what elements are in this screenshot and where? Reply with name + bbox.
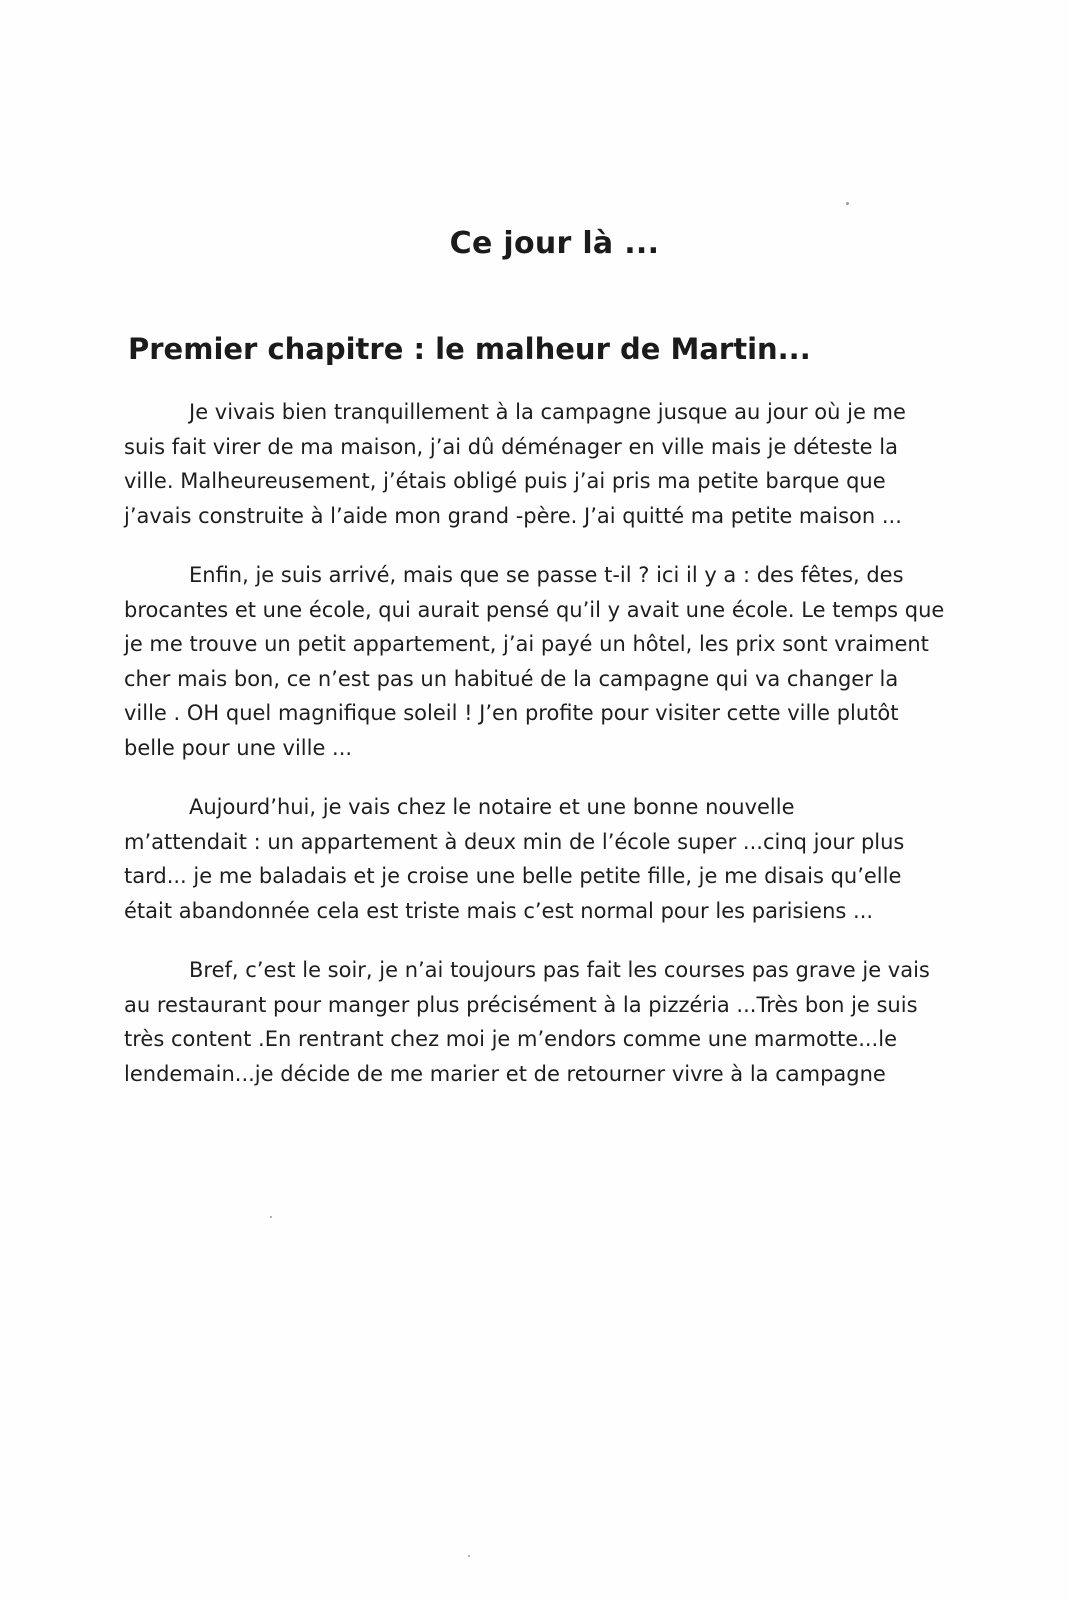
scan-speck <box>270 1216 272 1218</box>
scan-speck <box>468 1555 470 1557</box>
text-line: tard... je me baladais et je croise une belle petite fille, je me disais qu’elle <box>124 864 902 888</box>
document-body <box>124 395 994 1116</box>
paragraph <box>124 395 994 533</box>
paragraph <box>124 790 994 928</box>
text-line: belle pour une ville ... <box>124 735 353 760</box>
text-line: Je vivais bien tranquillement à la campagne jusque au jour où je me <box>189 400 906 424</box>
paragraph <box>124 953 994 1091</box>
scan-speck <box>846 202 849 205</box>
paragraph <box>124 558 994 765</box>
text-line: Enfin, je suis arrivé, mais que se passe t-il ? ici il y a : des fêtes, des <box>189 563 904 587</box>
text-line: j’avais construite à l’aide mon grand -père. J’ai quitté ma petite maison ... <box>124 503 902 528</box>
text-line: lendemain...je décide de me marier et de retourner vivre à la campagne <box>124 1061 886 1086</box>
chapter-heading: Premier chapitre : le malheur de Martin... <box>128 332 811 366</box>
text-line: Bref, c’est le soir, je n’ai toujours pas fait les courses pas grave je vais <box>189 958 930 982</box>
text-line: au restaurant pour manger plus précisément à la pizzéria ...Très bon je suis <box>124 992 918 1017</box>
text-line: Aujourd’hui, je vais chez le notaire et une bonne nouvelle <box>189 795 795 819</box>
text-line: ville. Malheureusement, j’étais obligé puis j’ai pris ma petite barque que <box>124 469 886 493</box>
text-line: ville . OH quel magnifique soleil ! J’en profite pour visiter cette ville plutôt <box>124 701 899 725</box>
document-title: Ce jour là ... <box>449 226 660 261</box>
text-line: brocantes et une école, qui aurait pensé qu’il y avait une école. Le temps que <box>124 597 945 622</box>
text-line: était abandonnée cela est triste mais c’est normal pour les parisiens ... <box>124 898 874 923</box>
text-line: cher mais bon, ce n’est pas un habitué de la campagne qui va changer la <box>124 666 899 691</box>
text-line: je me trouve un petit appartement, j’ai payé un hôtel, les prix sont vraiment <box>124 632 929 656</box>
text-line: m’attendait : un appartement à deux min de l’école super ...cinq jour plus <box>124 829 905 854</box>
text-line: suis fait virer de ma maison, j’ai dû déménager en ville mais je déteste la <box>124 434 898 459</box>
text-line: très content .En rentrant chez moi je m’endors comme une marmotte...le <box>124 1027 897 1051</box>
